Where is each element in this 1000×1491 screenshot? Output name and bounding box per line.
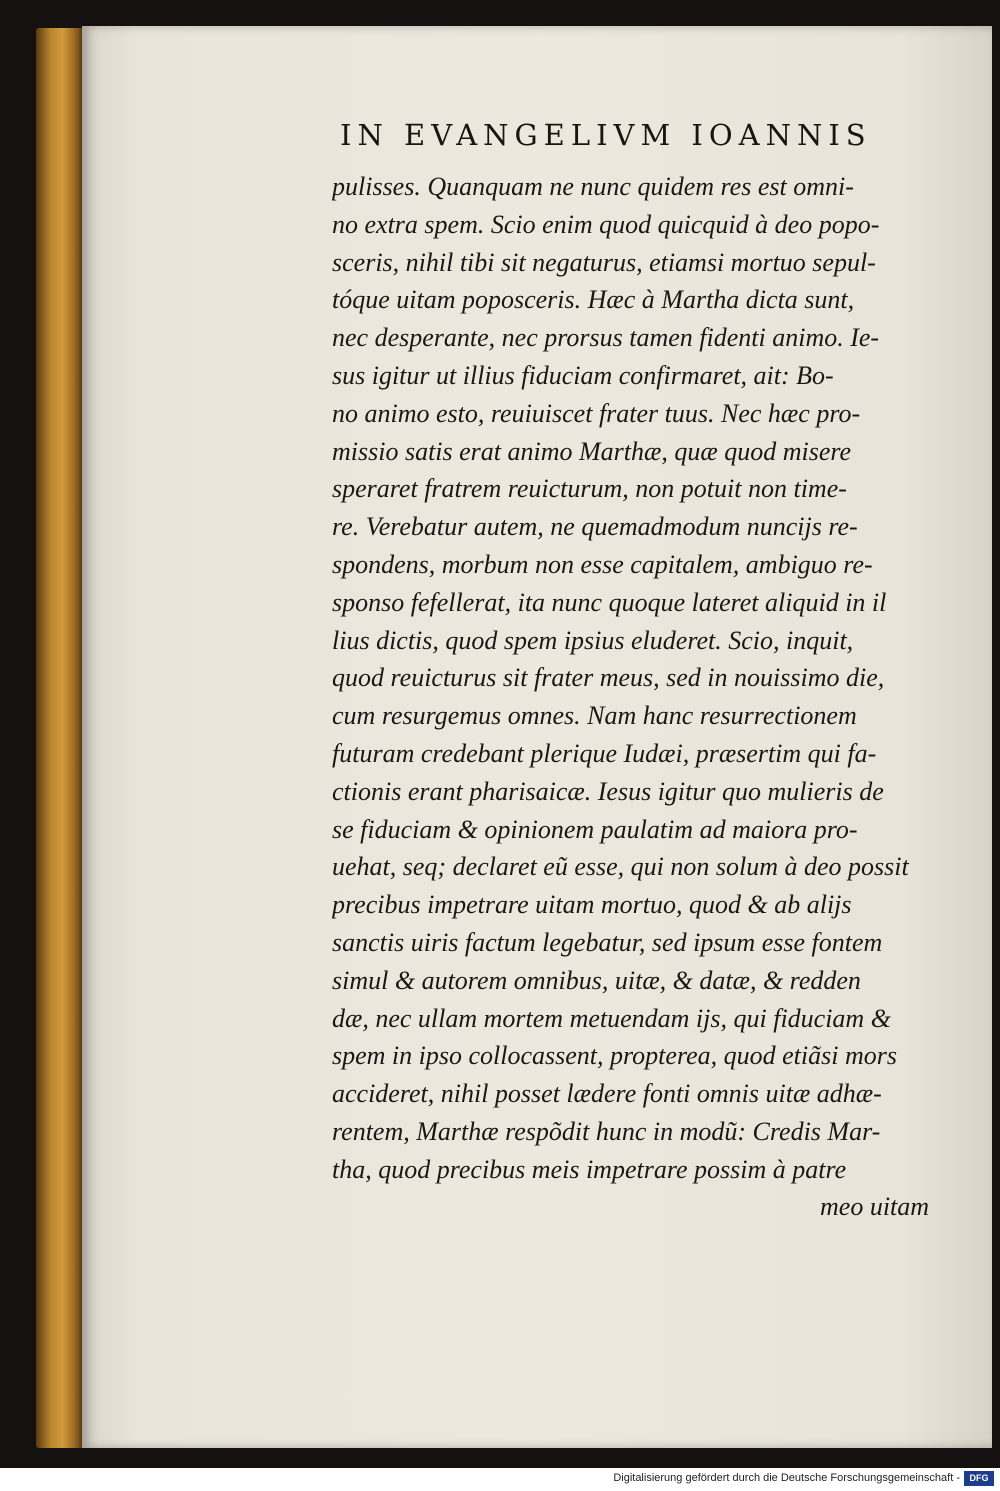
- text-line: se fiduciam & opinionem paulatim ad maiora pro-: [332, 814, 858, 844]
- text-line: rentem, Marthæ respõdit hunc in modũ: Credis Mar-: [332, 1116, 881, 1146]
- text-line: nec desperante, nec prorsus tamen fidenti animo. Ie-: [332, 323, 880, 353]
- running-header: IN EVANGELIVM IOANNIS: [340, 118, 872, 152]
- text-line: simul & autorem omnibus, uitæ, & datæ, & redden: [332, 965, 861, 995]
- text-line: tha, quod precibus meis impetrare possim à patre: [332, 1154, 847, 1184]
- body-text: [332, 168, 962, 1189]
- text-line: accideret, nihil posset lædere fonti omnis uitæ adhæ-: [332, 1079, 882, 1109]
- text-line: cum resurgemus omnes. Nam hanc resurrectionem: [332, 701, 857, 731]
- text-line: dæ, nec ullam mortem metuendam ijs, qui fiduciam &: [332, 1003, 891, 1033]
- text-line: speraret fratrem reuicturum, non potuit non time-: [332, 474, 847, 504]
- text-line: no animo esto, reuiuiscet frater tuus. Nec hæc pro-: [332, 398, 861, 428]
- text-line: re. Verebatur autem, ne quemadmodum nuncijs re-: [332, 512, 858, 542]
- book-edge: [36, 28, 84, 1448]
- dfg-logo[interactable]: DFG: [964, 1471, 994, 1486]
- text-line: sanctis uiris factum legebatur, sed ipsum esse fontem: [332, 927, 883, 957]
- text-line: no extra spem. Scio enim quod quicquid à deo popo-: [332, 209, 880, 239]
- catchword: meo uitam: [820, 1192, 930, 1221]
- text-line: sponso fefellerat, ita nunc quoque lateret aliquid in il: [332, 587, 887, 617]
- text-line: uehat, seq; declaret eũ esse, qui non solum à deo possit: [332, 852, 909, 882]
- text-line: ctionis erant pharisaicæ. Iesus igitur quo mulieris de: [332, 776, 884, 806]
- text-line: sceris, nihil tibi sit negaturus, etiamsi mortuo sepul-: [332, 247, 876, 277]
- text-line: sus igitur ut illius fiduciam confirmaret, ait: Bo-: [332, 360, 834, 390]
- text-line: pulisses. Quanquam ne nunc quidem res est omni-: [332, 172, 854, 201]
- text-line: precibus impetrare uitam mortuo, quod & ab alijs: [332, 890, 852, 920]
- text-line: quod reuicturus sit frater meus, sed in nouissimo die,: [332, 663, 885, 693]
- footer-bar: [0, 1468, 1000, 1491]
- funding-credit: Digitalisierung gefördert durch die Deutsche Forschungsgemeinschaft -: [613, 1472, 960, 1484]
- text-line: missio satis erat animo Marthæ, quæ quod misere: [332, 436, 852, 466]
- text-line: spem in ipso collocassent, propterea, quod etiãsi mors: [332, 1041, 897, 1071]
- text-line: lius dictis, quod spem ipsius eluderet. Scio, inquit,: [332, 625, 854, 655]
- text-line: tóque uitam poposceris. Hæc à Martha dicta sunt,: [332, 285, 855, 315]
- text-line: spondens, morbum non esse capitalem, ambiguo re-: [332, 549, 873, 579]
- text-line: futuram credebant plerique Iudæi, præsertim qui fa-: [332, 738, 877, 768]
